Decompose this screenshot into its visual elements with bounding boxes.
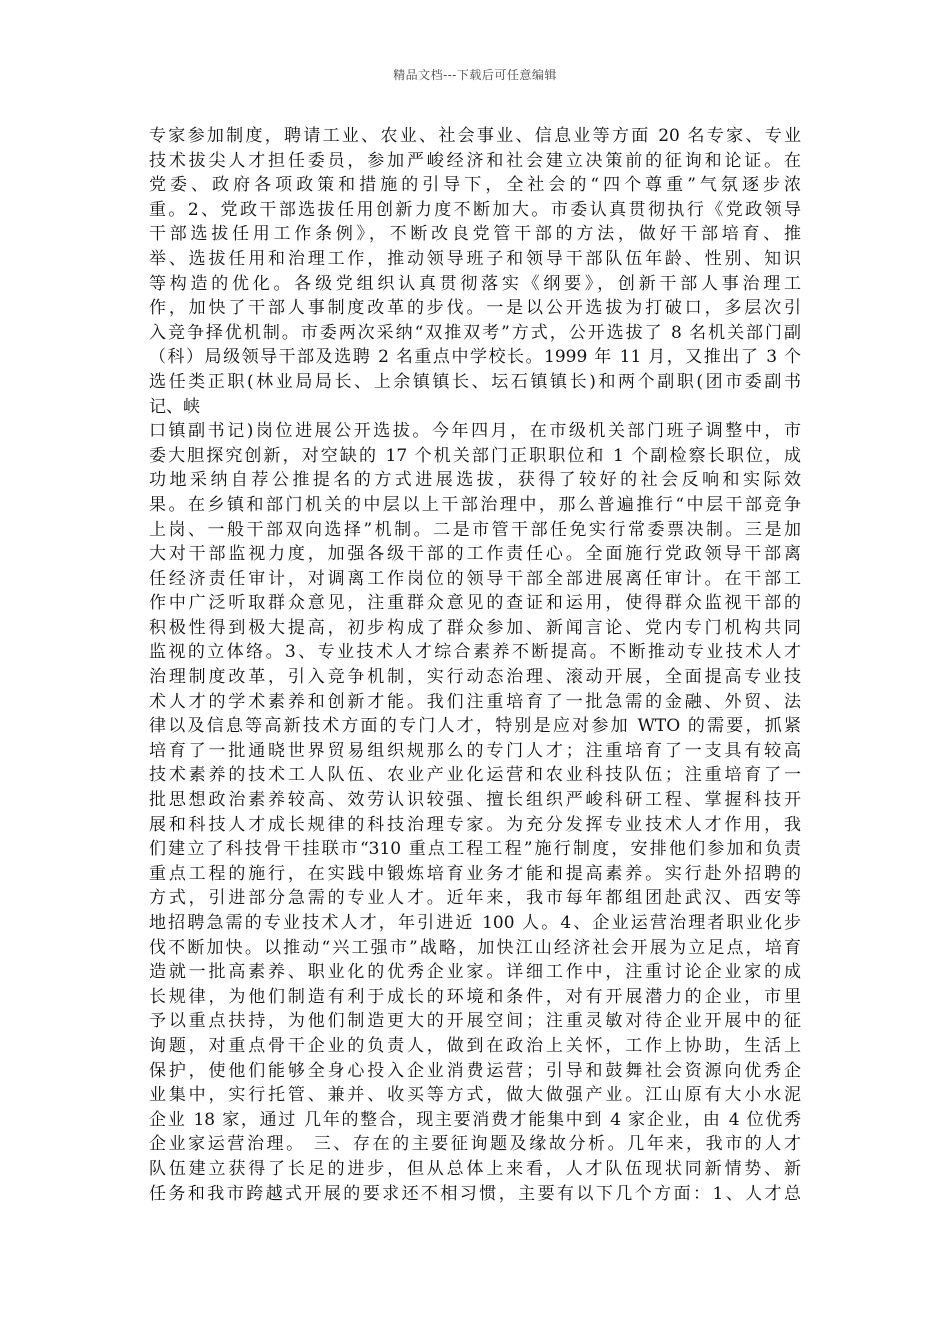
- text-line: 举、选拔任用和治理工作，推动领导班子和领导干部队伍年龄、性别、知识: [149, 248, 801, 269]
- text-line: 治理制度改革，引入竞争机制，实行动态治理、滚动开展，全面提高专业技: [149, 667, 801, 688]
- text-line: 干部选拔任用工作条例》，不断改良党管干部的方法，做好干部培育、推: [149, 224, 801, 245]
- text-line: 造就一批高素养、职业化的优秀企业家。详细工作中，注重讨论企业家的成: [149, 962, 801, 983]
- text-line: 企业 18 家，通过 几年的整合，现主要消费才能集中到 4 家企业，由 4 位优秀: [149, 1109, 801, 1130]
- text-line: 们建立了科技骨干挂联市“310 重点工程工程”施行制度，安排他们参加和负责: [149, 839, 801, 860]
- text-line: 入竞争择优机制。市委两次采纳“双推双考”方式，公开选拔了 8 名机关部门副: [149, 322, 801, 343]
- text-line: （科）局级领导干部及选聘 2 名重点中学校长。1999 年 11 月，又推出了 3 个: [149, 347, 801, 368]
- text-line: 方式，引进部分急需的专业人才。近年来，我市每年都组团赴武汉、西安等: [149, 888, 801, 909]
- text-line: 伐不断加快。以推动“兴工强市”战略，加快江山经济社会开展为立足点，培育: [149, 937, 801, 958]
- text-line: 任经济责任审计，对调离工作岗位的领导干部全部进展离任审计。在干部工: [149, 568, 801, 589]
- text-line: 地招聘急需的专业技术人才，年引进近 100 人。4、企业运营治理者职业化步: [149, 913, 801, 933]
- text-line: 技术素养的技术工人队伍、农业产业化运营和农业科技队伍；注重培育了一: [149, 765, 801, 786]
- text-line: 委大胆探究创新，对空缺的 17 个机关部门正职职位和 1 个副检察长职位，成: [149, 445, 801, 466]
- text-line: 任务和我市跨越式开展的要求还不相习惯，主要有以下几个方面：1、人才总: [149, 1183, 801, 1204]
- text-line: 监视的立体络。3、专业技术人才综合素养不断提高。不断推动专业技术人才: [149, 642, 801, 663]
- text-line: 培育了一批通晓世界贸易组织规那么的专门人才；注重培育了一支具有较高: [149, 740, 801, 761]
- text-line: 术人才的学术素养和创新才能。我们注重培育了一批急需的金融、外贸、法: [149, 691, 801, 712]
- text-line: 作，加快了干部人事制度改革的步伐。一是以公开选拔为打破口，多层次引: [149, 298, 801, 319]
- text-line: 展和科技人才成长规律的科技治理专家。为充分发挥专业技术人才作用，我: [149, 814, 801, 835]
- text-line: 业集中，实行托管、兼并、收买等方式，做大做强产业。江山原有大小水泥: [149, 1085, 801, 1106]
- text-line: 上岗、一般干部双向选择”机制。二是市管干部任免实行常委票决制。三是加: [149, 519, 801, 540]
- text-line: 口镇副书记)岗位进展公开选拔。今年四月，在市级机关部门班子调整中，市: [149, 421, 801, 442]
- text-line: 选任类正职(林业局局长、上余镇镇长、坛石镇镇长)和两个副职(团市委副书: [149, 371, 801, 392]
- document-body: [149, 124, 801, 1206]
- text-line: 批思想政治素养较高、效劳认识较强、擅长组织严峻科研工程、掌握科技开: [149, 790, 801, 811]
- text-line: 长规律，为他们制造有利于成长的环境和条件，对有开展潜力的企业，市里: [149, 986, 801, 1007]
- text-line: 积极性得到极大提高，初步构成了群众参加、新闻言论、党内专门机构共同: [149, 617, 801, 638]
- page-header: 精品文档---下载后可任意编辑: [393, 68, 557, 82]
- text-line: 保护，使他们能够全身心投入企业消费运营；引导和鼓舞社会资源向优秀企: [149, 1060, 801, 1081]
- text-line: 作中广泛听取群众意见，注重群众意见的查证和运用，使得群众监视干部的: [149, 593, 801, 614]
- text-line: 重点工程的施行，在实践中锻炼培育业务才能和提高素养。实行赴外招聘的: [149, 863, 801, 884]
- text-line: 功地采纳自荐公推提名的方式进展选拔，获得了较好的社会反响和实际效: [149, 470, 801, 491]
- text-line: 记、峡: [149, 396, 200, 417]
- text-line: 予以重点扶持，为他们制造更大的开展空间；注重灵敏对待企业开展中的征: [149, 1011, 801, 1032]
- text-line: 等构造的优化。各级党组织认真贯彻落实《纲要》，创新干部人事治理工: [149, 273, 801, 294]
- text-line: 专家参加制度，聘请工业、农业、社会事业、信息业等方面 20 名专家、专业: [149, 126, 801, 146]
- text-line: 询题，对重点骨干企业的负责人，做到在政治上关怀，工作上协助，生活上: [149, 1035, 801, 1056]
- text-line: 企业家运营治理。 三、存在的主要征询题及缘故分析。几年来，我市的人才: [149, 1134, 801, 1155]
- text-line: 技术拔尖人才担任委员，参加严峻经济和社会建立决策前的征询和论证。在: [149, 150, 801, 171]
- text-line: 队伍建立获得了长足的进步，但从总体上来看，人才队伍现状同新情势、新: [149, 1158, 801, 1179]
- text-line: 党委、政府各项政策和措施的引导下，全社会的“四个尊重”气氛逐步浓: [149, 175, 801, 196]
- text-line: 重。2、党政干部选拔任用创新力度不断加大。市委认真贯彻执行《党政领导: [149, 199, 801, 220]
- text-line: 大对干部监视力度，加强各级干部的工作责任心。全面施行党政领导干部离: [149, 544, 801, 565]
- text-line: 律以及信息等高新技术方面的专门人才，特别是应对参加 WTO 的需要，抓紧: [149, 716, 801, 737]
- text-line: 果。在乡镇和部门机关的中层以上干部治理中，那么普遍推行“中层干部竞争: [149, 494, 801, 515]
